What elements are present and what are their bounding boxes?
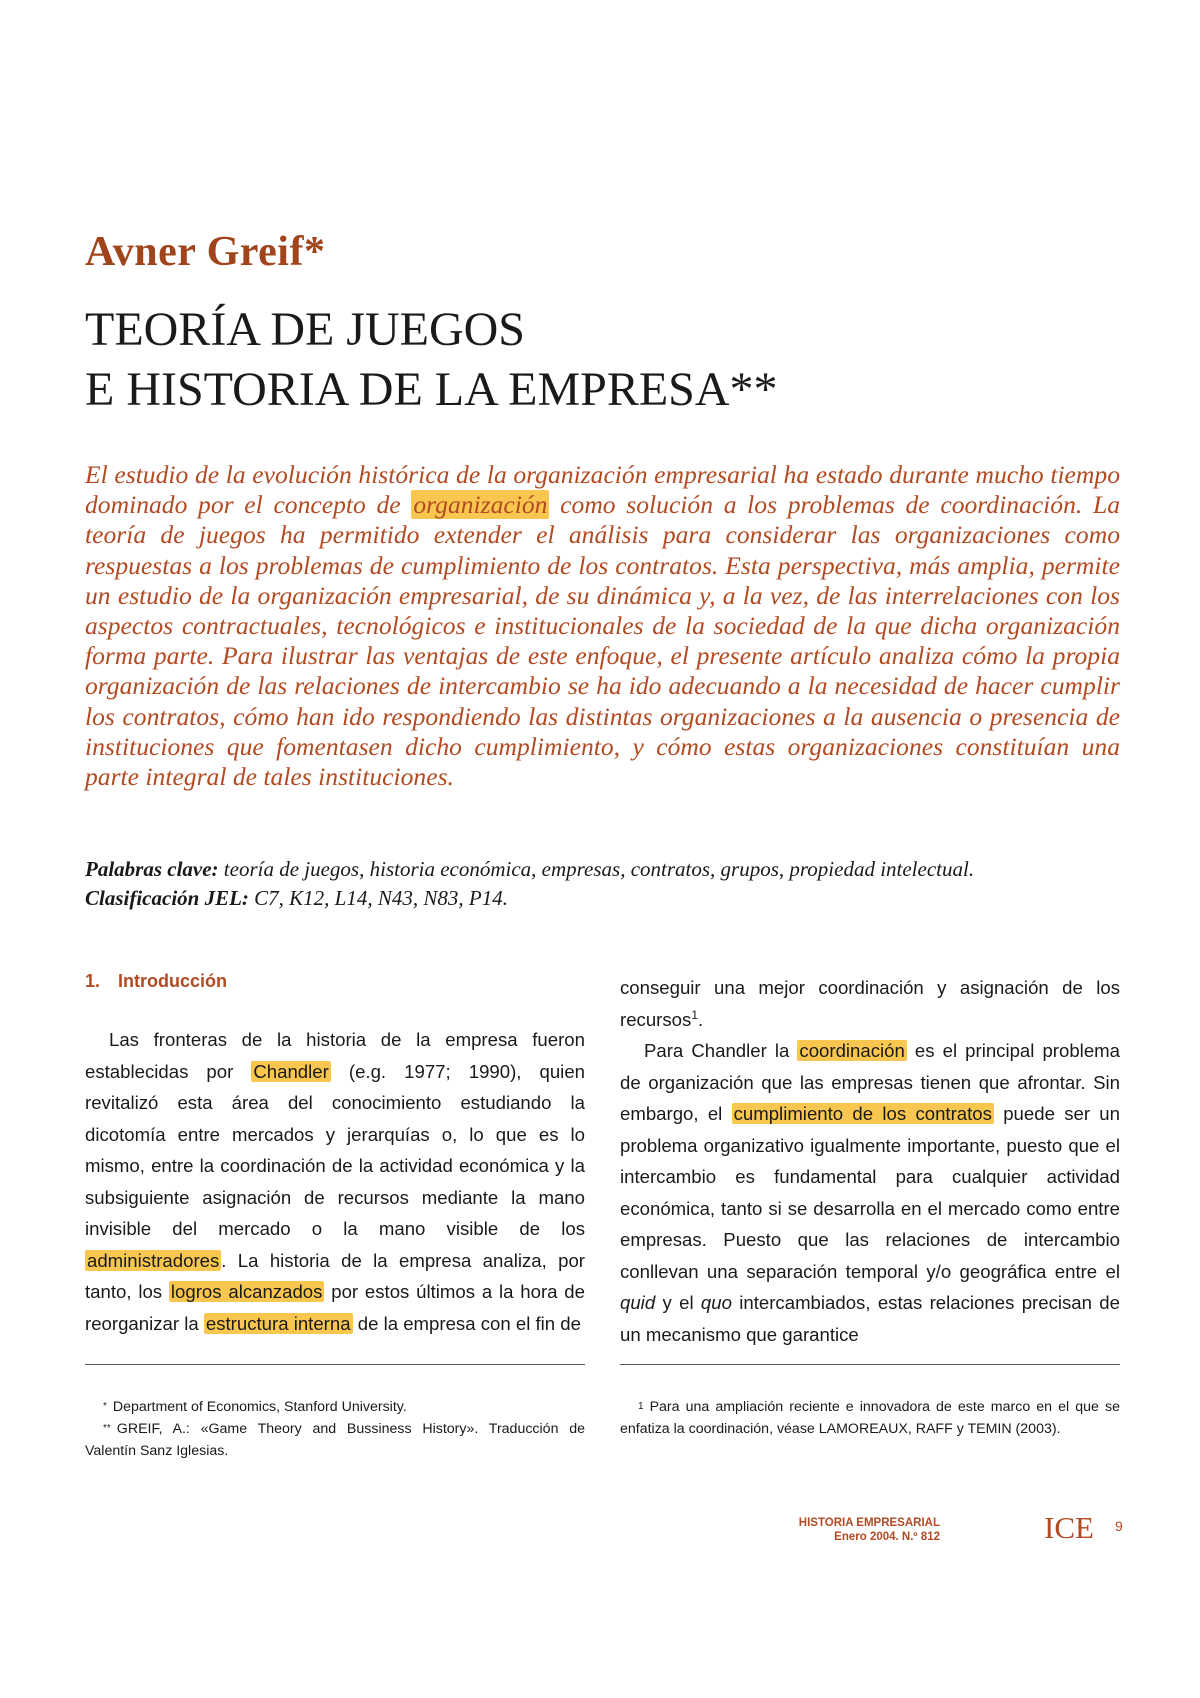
- text-run: intercambiados, estas relaciones precisan de un mecanismo que garantice: [620, 1292, 1120, 1345]
- text-run: conseguir una mejor coordinación y asignación de los recursos: [620, 977, 1120, 1030]
- highlight-administradores: administradores: [87, 1249, 220, 1271]
- text-run: . La historia de la empresa analiza, por tanto, los: [85, 1249, 585, 1302]
- journal-info: [740, 1516, 940, 1544]
- abstract-text-1: El estudio de la evolución histórica de la organización empresarial ha estado durante mucho tiempo dominado por el concepto de: [85, 460, 1120, 520]
- footnote-1: [620, 1396, 1120, 1440]
- footnote-mark: *: [103, 1401, 107, 1412]
- highlight-coordinacion: coordinación: [799, 1040, 905, 1061]
- italic-quo: quo: [700, 1292, 732, 1313]
- text-run: (e.g. 1977; 1990), quien revitalizó esta área del conocimiento estudiando la dicotomía entre mercados y jerarquías o, lo que es lo mismo, entre la coordinación de la actividad económica y la subsiguiente asignación de recursos mediante la mano invisible del mercado o la mano visible de los: [85, 1060, 585, 1239]
- highlight-estructura: estructura interna: [205, 1312, 351, 1334]
- right-paragraph-continued: [620, 972, 1120, 1035]
- page-number: 9: [1115, 1518, 1123, 1534]
- highlight-organizacion: organización: [413, 490, 548, 520]
- footnotes-left: [85, 1396, 585, 1462]
- text-run: por estos últimos a la hora de reorganizar la: [85, 1281, 585, 1334]
- keywords-text: teoría de juegos, historia económica, empresas, contratos, grupos, propiedad intelectual.: [218, 857, 975, 881]
- text-run: y el: [655, 1292, 701, 1313]
- journal-issue: Enero 2004. N.º 812: [834, 1531, 940, 1543]
- footnote-text: GREIF, A.: «Game Theory and Bussiness History». Traducción de Valentín Sanz Iglesias.: [85, 1421, 585, 1459]
- jel-line: [85, 884, 1120, 913]
- left-paragraph: [85, 1024, 585, 1339]
- footnote-text: Para una ampliación reciente e innovadora de este marco en el que se enfatiza la coordinación, véase LAMOREAUX, RAFF y TEMIN (2003).: [620, 1399, 1120, 1437]
- jel-text: C7, K12, L14, N43, N83, P14.: [248, 886, 508, 910]
- footnote-author: [85, 1396, 585, 1418]
- title-line-2: E HISTORIA DE LA EMPRESA**: [85, 363, 778, 416]
- text-run: .: [698, 1008, 704, 1030]
- right-paragraph: [620, 1035, 1120, 1350]
- footnote-divider-right: [620, 1364, 1120, 1365]
- author-name: Avner Greif*: [85, 229, 326, 275]
- footnotes-right: [620, 1396, 1120, 1440]
- footnote-ref-1[interactable]: 1: [691, 1007, 698, 1022]
- footnote-translation: [85, 1418, 585, 1462]
- title-line-1: TEORÍA DE JUEGOS: [85, 303, 525, 356]
- text-run: es el principal problema de organización que las empresas tienen que afrontar. Sin embargo, el: [620, 1040, 1120, 1124]
- footnote-text: Department of Economics, Stanford University.: [112, 1399, 407, 1415]
- jel-label: Clasificación JEL:: [85, 886, 249, 910]
- text-run: de la empresa con el fin de: [352, 1312, 581, 1334]
- ice-logo: ICE: [1044, 1510, 1094, 1545]
- keywords-label: Palabras clave:: [85, 857, 219, 881]
- highlight-chandler: Chandler: [253, 1060, 329, 1082]
- abstract-text-2: como solución a los problemas de coordinación. La teoría de juegos ha permitido extender el análisis para considerar las organizaciones como respuestas a los problemas de cumplimiento de los contratos. Esta perspectiva, más amplia, permite un estudio de la organización empresarial, de su dinámica y, a la vez, de las interrelaciones con los aspectos contractuales, tecnológicos e institucionales de la sociedad de la que dicha organización forma parte. Para ilustrar las ventajas de este enfoque, el presente artículo analiza cómo la propia organización de las relaciones de intercambio se ha ido adecuando a la necesidad de hacer cumplir los contratos, cómo han ido respondiendo las distintas organizaciones a la ausencia o presencia de instituciones que fomentasen dicho cumplimiento, y cómo estas organizaciones constituían una parte integral de tales instituciones.: [85, 490, 1120, 792]
- text-run: Las fronteras de la historia de la empresa fueron establecidas por: [85, 1029, 585, 1082]
- article-title: [85, 300, 778, 420]
- section-title: Introducción: [118, 971, 228, 991]
- footnote-mark: 1: [638, 1401, 644, 1412]
- abstract: [85, 460, 1120, 792]
- right-column: [620, 972, 1120, 1350]
- text-run: puede ser un problema organizativo igualmente importante, puesto que el intercambio es fundamental para cualquier actividad económica, tanto si se desarrolla en el mercado como entre empresas. Puesto que las relaciones de intercambio conllevan una separación temporal y/o geográfica entre el: [620, 1103, 1120, 1282]
- footnote-mark: **: [103, 1423, 111, 1434]
- page-footer: [798, 1510, 1123, 1550]
- italic-quid: quid: [620, 1292, 656, 1313]
- journal-name: HISTORIA EMPRESARIAL: [798, 1517, 940, 1529]
- keywords-line: [85, 855, 1120, 884]
- left-column: [85, 968, 585, 1339]
- highlight-logros: logros alcanzados: [170, 1281, 323, 1302]
- keywords-block: [85, 855, 1120, 913]
- section-heading: [85, 968, 585, 994]
- text-run: Para Chandler la: [644, 1040, 798, 1061]
- footnote-divider-left: [85, 1364, 585, 1365]
- highlight-cumplimiento: cumplimiento de los contratos: [733, 1103, 992, 1124]
- section-number: 1.: [85, 971, 101, 991]
